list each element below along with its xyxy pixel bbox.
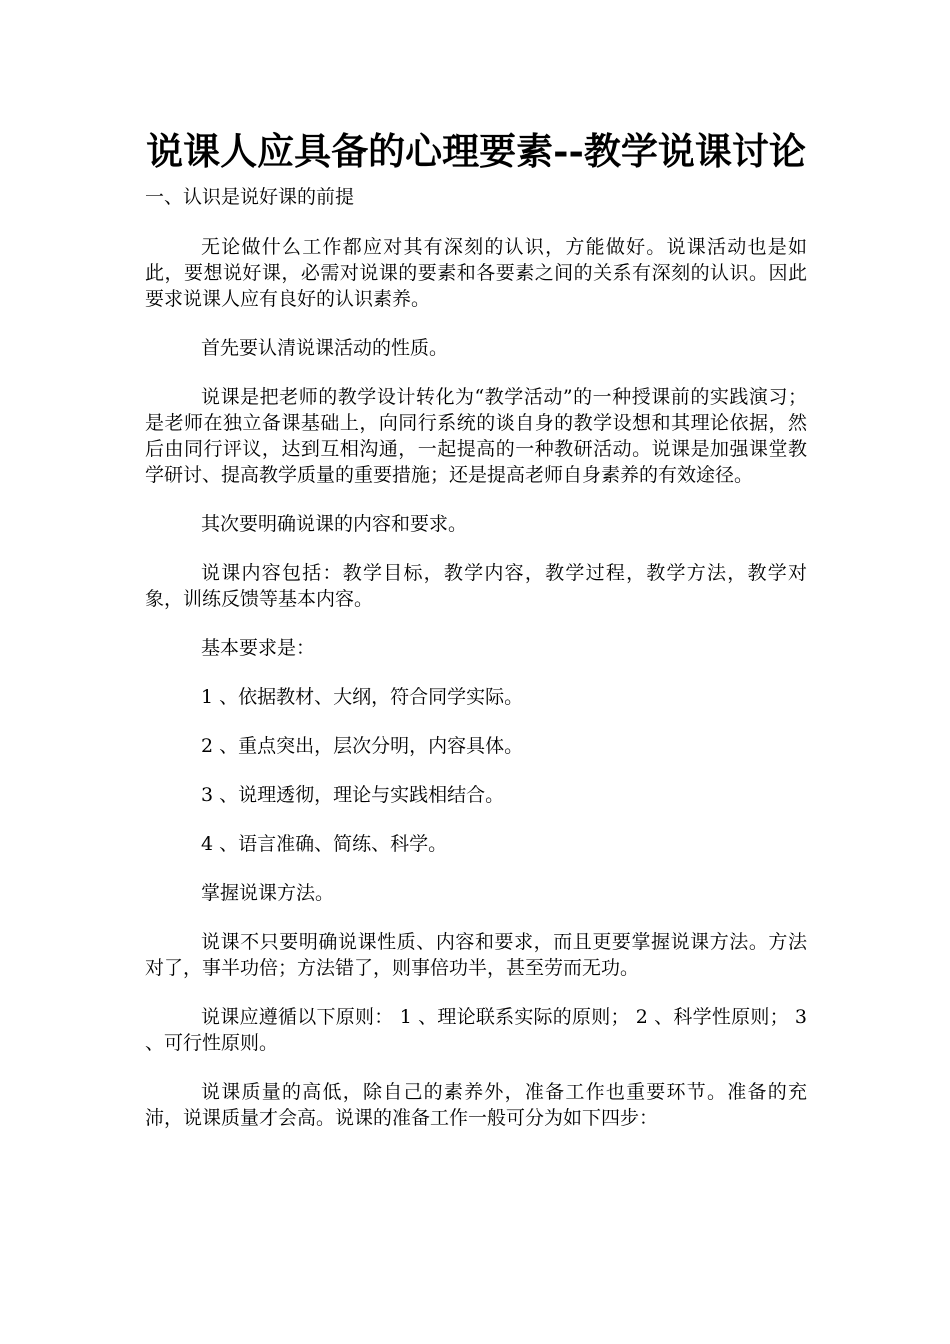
list-item-requirement-3: 3 、说理透彻，理论与实践相结合。 bbox=[201, 784, 505, 806]
section-heading: 一、认识是说好课的前提 bbox=[145, 186, 355, 208]
paragraph-method-heading: 掌握说课方法。 bbox=[201, 882, 335, 904]
paragraph-principles: 说课应遵循以下原则： 1 、理论联系实际的原则； 2 、科学性原则； 3 、可行性原则。 bbox=[145, 1006, 807, 1054]
paragraph-nature-body: 说课是把老师的教学设计转化为“教学活动”的一种授课前的实践演习；是老师在独立备课基础上，向同行系统的谈自身的教学设想和其理论依据，然后由同行评议，达到互相沟通，一起提高的一种教研活动。说课是加强课堂教学研讨、提高教学质量的重要措施；还是提高老师自身素养的有效途径。 bbox=[145, 386, 807, 486]
document-title: 说课人应具备的心理要素--教学说课讨论 bbox=[146, 129, 806, 173]
list-item-requirement-2: 2 、重点突出，层次分明，内容具体。 bbox=[201, 735, 524, 757]
paragraph-requirements-heading: 基本要求是： bbox=[201, 637, 316, 659]
paragraph-method-body: 说课不只要明确说课性质、内容和要求，而且更要掌握说课方法。方法对了，事半功倍；方法错了，则事倍功半，甚至劳而无功。 bbox=[145, 931, 807, 979]
paragraph-preparation: 说课质量的高低，除自己的素养外，准备工作也重要环节。准备的充沛，说课质量才会高。说课的准备工作一般可分为如下四步： bbox=[145, 1081, 807, 1129]
paragraph-content-body: 说课内容包括：教学目标，教学内容，教学过程，教学方法，教学对象，训练反馈等基本内容。 bbox=[145, 562, 807, 610]
paragraph-nature-heading: 首先要认清说课活动的性质。 bbox=[201, 337, 449, 359]
list-item-requirement-4: 4 、语言准确、简练、科学。 bbox=[201, 833, 448, 855]
list-item-requirement-1: 1 、依据教材、大纲，符合同学实际。 bbox=[201, 686, 524, 708]
paragraph-content-heading: 其次要明确说课的内容和要求。 bbox=[201, 513, 468, 535]
paragraph-intro: 无论做什么工作都应对其有深刻的认识，方能做好。说课活动也是如此，要想说好课，必需对说课的要素和各要素之间的关系有深刻的认识。因此要求说课人应有良好的认识素养。 bbox=[145, 236, 807, 310]
document-page bbox=[145, 128, 807, 1131]
